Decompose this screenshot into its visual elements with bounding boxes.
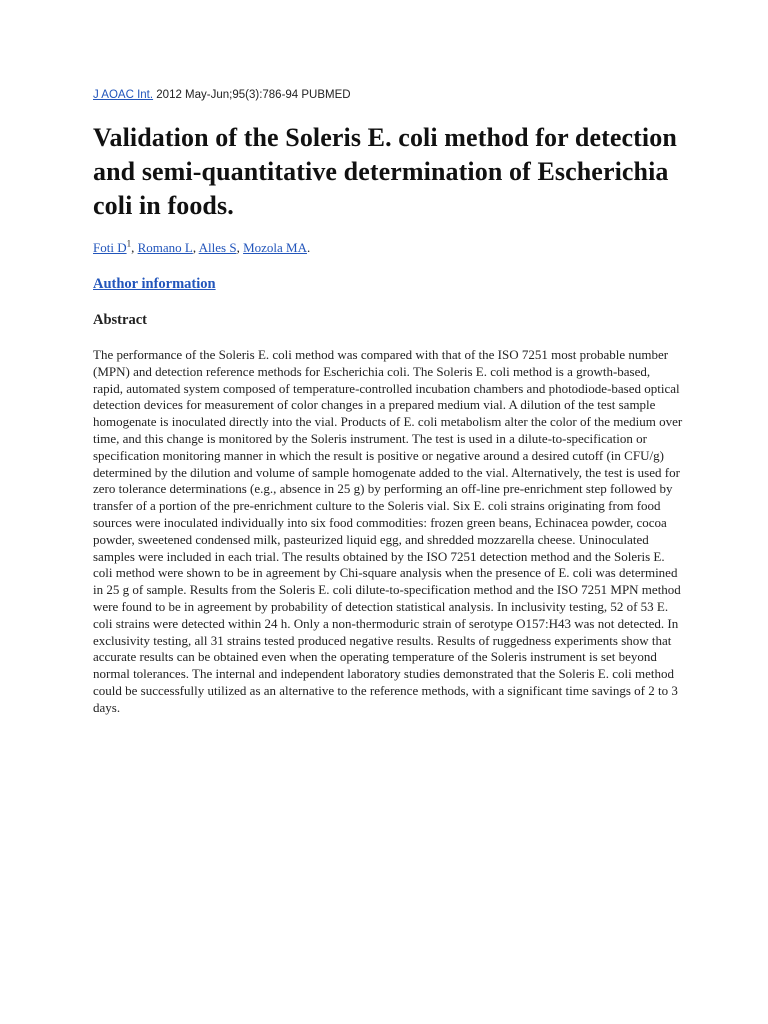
author-separator: , (236, 240, 244, 255)
article-page (93, 86, 683, 717)
author-information-link[interactable]: Author information (93, 276, 216, 292)
author-affiliation-marker: 1 (126, 238, 132, 249)
article-title: Validation of the Soleris E. coli method for detection and semi-quantitative determination of Escherichia coli in foods. (93, 123, 677, 220)
author-list (93, 239, 683, 257)
citation-line (93, 86, 683, 104)
author-terminator: . (306, 240, 311, 255)
author-link-alles[interactable]: Alles S (198, 240, 237, 255)
author-link-foti[interactable]: Foti D (93, 240, 127, 255)
abstract-heading: Abstract (93, 312, 147, 328)
author-separator: , (131, 240, 138, 255)
abstract-text: The performance of the Soleris E. coli method was compared with that of the ISO 7251 most probable number (MPN) and detection reference methods for Escherichia coli. The Soleris E. coli method is a growth-based, rapid, automated system composed of temperature-controlled incubation chambers and photodiode-based optical detection devices for measurement of color changes in a prepared medium vial. A dilution of the test sample homogenate is inoculated directly into the vial. Products of E. coli metabolism alter the color of the medium over time, and this change is monitored by the Soleris instrument. The test is used in a dilute-to-specification or specification monitoring manner in which the result is positive or negative around a desired cutoff (in CFU/g) determined by the dilution and volume of sample homogenate added to the vial. Alternatively, the test is used for zero tolerance determinations (e.g., absence in 25 g) by performing an off-line pre-enrichment step followed by transfer of a portion of the pre-enrichment culture to the Soleris vial. Six E. coli strains originating from food sources were inoculated individually into six food commodities: frozen green beans, Echinacea powder, cocoa powder, sweetened condensed milk, pasteurized liquid egg, and shredded mozzarella cheese. Uninoculated samples were included in each trial. The results obtained by the ISO 7251 detection method and the Soleris E. coli method were shown to be in agreement by Chi-square analysis when the presence of E. coli was determined in 25 g of sample. Results from the Soleris E. coli dilute-to-specification method and the ISO 7251 MPN method were found to be in agreement by probability of detection statistical analysis. In inclusivity testing, 52 of 53 E. coli strains were detected within 24 h. Only a non-thermoduric strain of serotype O157:H43 was not detected. In exclusivity testing, all 31 strains tested produced negative results. Results of ruggedness experiments show that accurate results can be obtained even when the operating temperature of the Soleris instrument is set beyond normal tolerances. The internal and independent laboratory studies demonstrated that the Soleris E. coli method could be successfully utilized as an alternative to the reference methods, with a significant time savings of 2 to 3 days. (93, 347, 683, 715)
author-link-mozola[interactable]: Mozola MA (243, 240, 307, 255)
citation-details: 2012 May-Jun;95(3):786-94 PUBMED (153, 89, 351, 101)
journal-link[interactable]: J AOAC Int. (93, 89, 154, 101)
author-link-romano[interactable]: Romano L (137, 240, 193, 255)
author-separator: , (192, 240, 199, 255)
